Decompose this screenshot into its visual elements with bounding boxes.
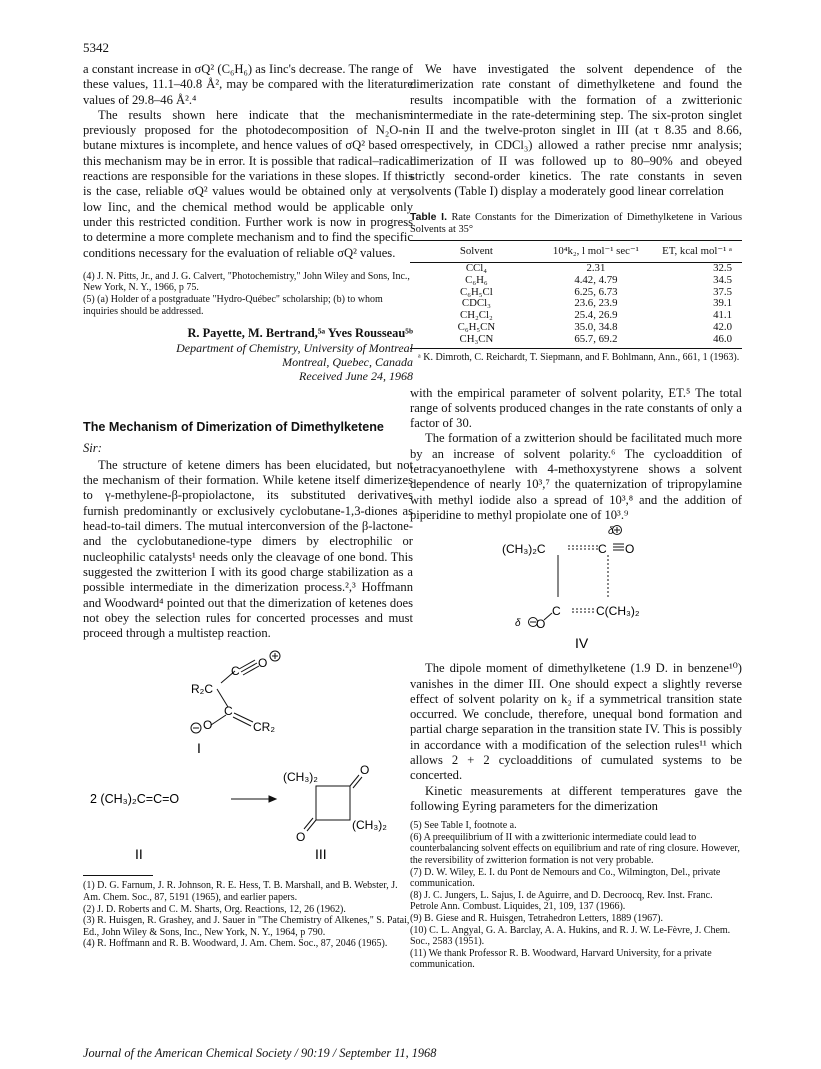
svg-text:O: O [536, 617, 546, 632]
ref-5: (5) See Table I, footnote a. [410, 820, 517, 832]
rate-constants-table [410, 240, 742, 349]
cr2-label: CR₂ [253, 720, 275, 735]
table-header: Solvent [410, 240, 543, 262]
methyl-right: C(CH₃)₂ [596, 604, 640, 619]
label-I: I [197, 740, 201, 757]
svg-text:O: O [203, 718, 213, 733]
svg-text:C: C [552, 604, 561, 619]
left-paragraph-3: The structure of ketene dimers has been elucidated, but not the mechanism of their formation. While ketene itself dimerizes to γ-methylene-β-propiolactone, its substituted derivatives furnish predominantly or exclusively cyclobutane-1,3-diones as head-to-tail dimers. The mutual interconversion of the β-lactone- and the cyclobutanedione-type dimers by electrophilic or nucleophilic catalysts¹ needs only the cleavage of one bond. This suggested the zwitterion I with its good charge stabilization as a possible intermediate in the dimerization process.²,³ Hoffmann and Woodward⁴ pointed out that the dimerization of ketenes does not obey the selection rules for concerted processes and must proceed through a multistep reaction. [83, 457, 413, 641]
table-cell: 65.7, 69.2 [543, 334, 649, 348]
footnote-5: (5) (a) Holder of a postgraduate "Hydro-Québec" scholarship; (b) to whom inquiries should be addressed. [83, 294, 383, 317]
structure-IV [410, 525, 742, 653]
article-title: The Mechanism of Dimerization of Dimethylketene [83, 420, 384, 435]
right-column [410, 62, 742, 971]
table-cell: 39.1 [713, 297, 732, 310]
table-row [410, 322, 742, 334]
table-cell: CDCl₃ [461, 297, 491, 310]
ref-6: (6) A preequilibrium of II with a zwitterionic intermediate could lead to counterbalancing solvent effects on equilibrium and rate of ring closure. However, the reversibility of zwitterion formation is not very probable. [410, 831, 740, 866]
ref-1: (1) D. G. Farnum, J. R. Johnson, R. E. Hess, T. B. Marshall, and B. Webster, J. Am. Chem. Soc., 87, 5191 (1965), and earlier papers. [83, 880, 398, 903]
right-paragraph-4: The dipole moment of dimethylketene (1.9 D. in benzene¹⁰) vanishes in the dimer III. One should expect a slightly reverse effect of solvent polarity on k₂ if a symmetrical transition state occurred. We conclude, therefore, unequal bond formation and partial charge separation in the transition state IV. This is possibly in accordance with a modification of the selection rules¹¹ which allows 2 + 2 cycloadditions of cumulated systems to be concerted. [410, 661, 742, 783]
label-II: II [135, 846, 143, 863]
table-cell: 4.42, 4.79 [574, 273, 618, 286]
ref-3: (3) R. Huisgen, R. Grashey, and J. Sauer in "The Chemistry of Alkenes," S. Patai, Ed., John Wiley & Sons, Inc., New York, N. Y., 1964, p 790. [83, 915, 410, 938]
references-right [410, 820, 742, 971]
methyl-top: (CH₃)₂ [283, 770, 318, 785]
svg-text:O: O [296, 830, 306, 845]
svg-text:δ: δ [515, 618, 521, 630]
table-cell: 6.25, 6.73 [574, 285, 618, 298]
salutation: Sir: [83, 440, 102, 455]
left-paragraph-2: The results shown here indicate that the mechanism previously proposed for the photodecomposition of N₂O-n-butane mixtures is incomplete, and hence values of σQ² based on this mechanism may be in error. It is possible that radical–radical reactions are responsible for the variations in these slopes. If this is the case, reliable σQ² values would be obtained only at very low Iinc, and the chemical method would be applicable only under this restricted condition. Further work is now in progress to determine a more complete mechanism and to find the specific conditions necessary for the evaluation of reliable σQ² values. [83, 107, 413, 260]
table-cell: 23.6, 23.9 [574, 297, 618, 310]
table-row [410, 334, 742, 348]
ref-2: (2) J. D. Roberts and C. M. Sharts, Org. Reactions, 12, 26 (1962). [83, 903, 346, 915]
references-left [83, 880, 413, 950]
table-cell: CH₃CN [410, 334, 543, 348]
svg-text:O: O [258, 656, 268, 671]
affiliation-2: Montreal, Quebec, Canada [282, 355, 413, 370]
table-row [410, 275, 742, 287]
table-cell: 32.5 [713, 261, 732, 274]
ref-4: (4) R. Hoffmann and R. B. Woodward, J. Am. Chem. Soc., 87, 2046 (1965). [83, 938, 388, 950]
footnote-4: (4) J. N. Pitts, Jr., and J. G. Calvert, "Photochemistry," John Wiley and Sons, Inc., New York, N. Y., 1966, p 75. [83, 270, 410, 294]
ref-7: (7) D. W. Wiley, E. I. du Pont de Nemours and Co., Wilmington, Del., private communication. [410, 866, 721, 890]
table-cell: C₆H₆ [465, 273, 488, 286]
ref-11: (11) We thank Professor R. B. Woodward, Harvard University, for a private communication. [410, 947, 712, 971]
table-header: ET, kcal mol⁻¹ ᵃ [649, 240, 742, 262]
dimerization-equation [83, 759, 413, 867]
table-cell: 42.0 [713, 320, 732, 333]
right-paragraph-1: We have investigated the solvent dependence of the dimerization rate constant of dimethylketene and found the results incompatible with the formation of a zwitterionic intermediate in the rate-determining step. The six-proton singlet in II and the twelve-proton singlet in III (at τ 8.35 and 8.66, respectively, in CDCl₃) allowed a rather precise nmr analysis; dimerization of II was followed up to 80–90% and obeyed strictly second-order kinetics. The rate constants in seven solvents (Table I) display a moderately good linear correlation [410, 62, 742, 199]
table-cell: 46.0 [649, 334, 742, 348]
label-IV: IV [575, 635, 589, 652]
methyl-left: (CH₃)₂C [502, 542, 546, 557]
table-cell: C₆H₅Cl [460, 285, 493, 298]
r2c-label: R₂C [191, 682, 213, 697]
right-paragraph-2: with the empirical parameter of solvent polarity, ET.⁵ The total range of solvents produced changes in the rate constants of only a factor of 30. [410, 385, 742, 431]
left-paragraph-1: a constant increase in σQ² (C₆H₆) as Iinc's decrease. The range of these values, 11.1–40.8 Å², may be compared with the literature values of 29.8–46 Å².⁴ [83, 62, 413, 107]
table-cell: 35.0, 34.8 [574, 320, 618, 333]
reactant-II: 2 (CH₃)₂C=C=O [90, 792, 180, 807]
table-cell: 25.4, 26.9 [574, 309, 618, 322]
svg-text:O: O [360, 763, 370, 778]
right-paragraph-3: The formation of a zwitterion should be facilitated much more by an increase of solvent polarity.⁶ The cycloaddition of tetracyanoethylene with 4-methoxystyrene shows a solvent dependence of nearly 10³,⁷ the quaternization of tripropylamine with methyl iodide also a spread of 10³,⁸ and the addition of piperidine to methyl propiolate one of 10³.⁹ [410, 431, 742, 522]
table-cell: 41.1 [713, 309, 732, 322]
footnotes-top [83, 271, 413, 317]
svg-text:C: C [231, 664, 240, 679]
svg-text:δ: δ [608, 526, 614, 538]
received-date: Received June 24, 1968 [299, 369, 413, 384]
table-cell: CCl₄ [465, 261, 487, 274]
methyl-bottom: (CH₃)₂ [352, 818, 387, 833]
table-header: 10⁴k₂, l mol⁻¹ sec⁻¹ [543, 240, 649, 262]
table-cell: 2.31 [586, 261, 606, 274]
svg-text:C: C [598, 542, 607, 557]
label-III: III [315, 846, 327, 863]
table-row [410, 262, 742, 274]
ref-8: (8) J. C. Jungers, L. Sajus, I. de Aguirre, and D. Decroocq, Rev. Inst. Franc. Petrole Ann. Combust. Liquides, 21, 109, 137 (1966). [410, 889, 713, 913]
left-column [83, 62, 413, 950]
ref-10: (10) C. L. Angyal, G. A. Barclay, A. A. Hukins, and R. J. W. Le-Fèvre, J. Chem. Soc., 2583 (1951). [410, 924, 731, 948]
table-cell: C₆H₅CN [457, 320, 496, 333]
table-cell: 37.5 [713, 285, 732, 298]
right-paragraph-5: Kinetic measurements at different temperatures gave the following Eyring parameters for the dimerization [410, 783, 742, 813]
table-caption: Table I. Rate Constants for the Dimerization of Dimethylketene in Various Solvents at 35° [410, 211, 742, 235]
svg-text:C: C [224, 704, 233, 719]
footnote-rule [83, 875, 153, 876]
table-cell: CH₂Cl₂ [460, 309, 493, 322]
table-footnote: ᵃ K. Dimroth, C. Reichardt, T. Siepmann, and F. Bohlmann, Ann., 661, 1 (1963). [418, 351, 740, 363]
table-cell: 34.5 [713, 273, 732, 286]
structure-I [83, 649, 413, 757]
affiliation-1: Department of Chemistry, University of Montreal [176, 341, 413, 356]
ref-9: (9) B. Giese and R. Huisgen, Tetrahedron Letters, 1889 (1967). [410, 912, 663, 924]
journal-footer: Journal of the American Chemical Society / 90:19 / September 11, 1968 [83, 1046, 437, 1060]
page-number: 5342 [83, 40, 109, 55]
authors: R. Payette, M. Bertrand,⁵ᵃ Yves Rousseau⁵ᵇ [187, 326, 413, 341]
svg-text:O: O [625, 542, 635, 557]
